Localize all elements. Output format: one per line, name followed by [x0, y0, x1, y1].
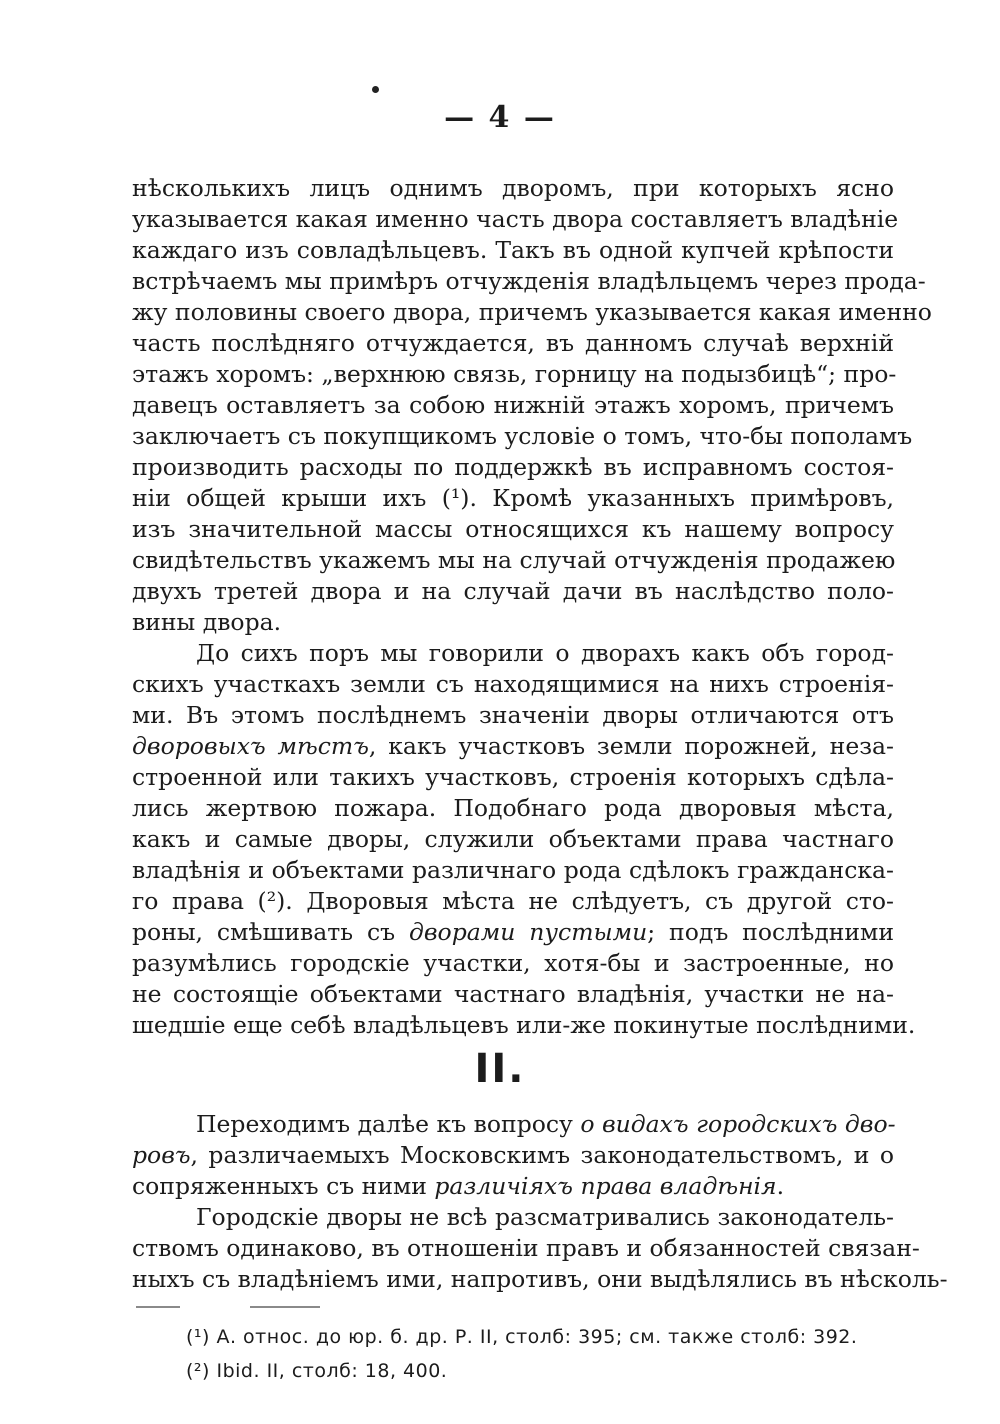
section-heading: II.: [474, 1046, 526, 1092]
text-line: [132, 1170, 894, 1202]
text-line: разумѣлись городскіе участки, хотя-бы и застроенные, но: [132, 949, 894, 977]
text-line: указывается какая именно часть двора составляетъ владѣніе: [132, 205, 899, 233]
text-line: скихъ участкахъ земли съ находящимися на нихъ строенія-: [132, 670, 894, 698]
text-line: свидѣтельствъ укажемъ мы на случай отчужденія продажею: [132, 546, 896, 574]
italic-term: дворами пустыми: [408, 918, 648, 946]
italic-term: дворовыхъ мѣстъ: [132, 732, 369, 760]
text-line: производить расходы по поддержкѣ въ исправномъ состоя-: [132, 453, 894, 481]
text-line: владѣнія и объектами различнаго рода сдѣлокъ гражданска-: [132, 856, 894, 884]
text-line: [132, 1139, 894, 1171]
italic-term: ровъ: [132, 1141, 191, 1169]
text-line: шедшіе еще себѣ владѣльцевъ или-же покинутые послѣдними.: [132, 1011, 916, 1039]
text-line: часть послѣдняго отчуждается, въ данномъ случаѣ верхній: [132, 329, 894, 357]
text-line: [132, 730, 894, 762]
text-line: этажъ хоромъ: „верхнюю связь, горницу на подызбицѣ“; про-: [132, 360, 897, 388]
footnote-rule: [250, 1306, 320, 1308]
italic-term: о видахъ городскихъ дво-: [580, 1110, 896, 1138]
text-line: ныхъ съ владѣніемъ ими, напротивъ, они выдѣлялись въ нѣсколь-: [132, 1265, 948, 1293]
text-line: не состоящіе объектами частнаго владѣнія, участки не на-: [132, 980, 894, 1008]
footnote-rule: [136, 1306, 180, 1308]
text-span: Переходимъ далѣе къ вопросу: [196, 1110, 581, 1138]
text-span: , различаемыхъ Московскимъ законодательствомъ, и о: [190, 1141, 894, 1169]
italic-term: различіяхъ права владѣнія: [434, 1172, 777, 1200]
footnote-2: (²) Ibid. II, столб: 18, 400.: [186, 1360, 448, 1382]
text-line: жу половины своего двора, причемъ указывается какая именно: [132, 298, 932, 326]
text-line: [132, 916, 894, 948]
text-line: го права (²). Дворовыя мѣста не слѣдуетъ, съ другой сто-: [132, 887, 894, 915]
text-line: двухъ третей двора и на случай дачи въ наслѣдство поло-: [132, 577, 894, 605]
text-line: вины двора.: [132, 608, 282, 636]
text-line: [196, 1108, 894, 1140]
text-line: ніи общей крыши ихъ (¹). Кромѣ указанныхъ примѣровъ,: [132, 484, 894, 512]
text-line: нѣсколькихъ лицъ однимъ дворомъ, при которыхъ ясно: [132, 174, 894, 202]
text-span: ; подъ послѣдними: [647, 918, 894, 946]
page-number: — 4 —: [444, 100, 556, 135]
text-line: заключаетъ съ покупщикомъ условіе о томъ, что-бы пополамъ: [132, 422, 913, 450]
text-line: До сихъ поръ мы говорили о дворахъ какъ объ город-: [196, 639, 894, 667]
ink-speck: [372, 86, 379, 93]
text-line: каждаго изъ совладѣльцевъ. Такъ въ одной купчей крѣпости: [132, 236, 894, 264]
text-line: лись жертвою пожара. Подобнаго рода дворовыя мѣста,: [132, 794, 894, 822]
text-line: изъ значительной массы относящихся къ нашему вопросу: [132, 515, 894, 543]
text-line: давецъ оставляетъ за собою нижній этажъ хоромъ, причемъ: [132, 391, 894, 419]
text-line: ми. Въ этомъ послѣднемъ значеніи дворы отличаются отъ: [132, 701, 894, 729]
text-span: , какъ участковъ земли порожней, неза-: [368, 732, 894, 760]
text-line: встрѣчаемъ мы примѣръ отчужденія владѣльцемъ через прода-: [132, 267, 926, 295]
text-span: сопряженныхъ съ ними: [132, 1172, 435, 1200]
text-span: .: [776, 1172, 785, 1200]
footnote-1: (¹) А. относ. до юр. б. др. Р. II, столб: 395; см. также столб: 392.: [186, 1326, 858, 1348]
text-line: Городскіе дворы не всѣ разсматривались законодатель-: [196, 1203, 894, 1231]
text-line: ствомъ одинаково, въ отношеніи правъ и обязанностей связан-: [132, 1234, 920, 1262]
text-span: роны, смѣшивать съ: [132, 918, 409, 946]
text-line: какъ и самые дворы, служили объектами права частнаго: [132, 825, 894, 853]
text-line: строенной или такихъ участковъ, строенія которыхъ сдѣла-: [132, 763, 894, 791]
